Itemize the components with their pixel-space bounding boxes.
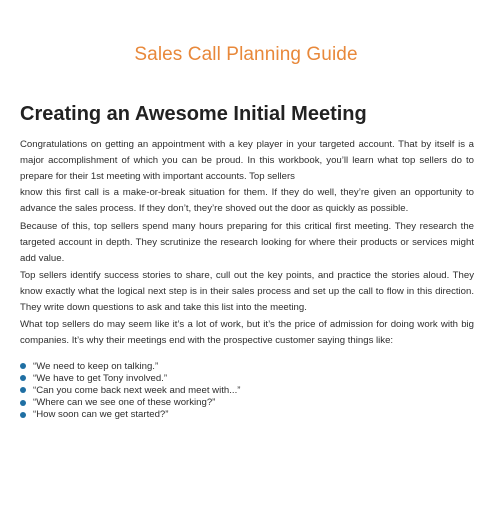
paragraph-preparation: Because of this, top sellers spend many hours preparing for this critical first meeting. They research the targeted account in depth. They scrutinize the research looking for where their products or services might add value. bbox=[20, 221, 474, 264]
list-item-text: “Can you come back next week and meet with...” bbox=[33, 384, 241, 396]
paragraph-success-stories: Top sellers identify success stories to share, cull out the key points, and practice the stories aloud. They know exactly what the logical next step is in their sales process and set up the call to flow in this direction. They write down questions to ask and take this list into the meeting. bbox=[20, 270, 474, 313]
list-item-text: “We need to keep on talking.” bbox=[33, 360, 159, 372]
list-item bbox=[20, 384, 240, 396]
list-item-text: “How soon can we get started?” bbox=[33, 409, 169, 421]
paragraph-first-call: know this first call is a make-or-break situation for them. If they do well, they’re given an opportunity to advance the sales process. If they don’t, they’re shoved out the door as quickly as possible. bbox=[20, 187, 474, 214]
list-item bbox=[20, 360, 240, 372]
guide-title: Sales Call Planning Guide bbox=[134, 44, 358, 65]
bullet-dot-icon bbox=[20, 387, 26, 393]
bullet-dot-icon bbox=[20, 400, 26, 406]
list-item bbox=[20, 397, 240, 409]
quote-list bbox=[20, 360, 240, 421]
bullet-dot-icon bbox=[20, 412, 26, 418]
paragraph-price-of-admission: What top sellers do may seem like it’s a lot of work, but it’s the price of admission for doing work with big companies. It’s why their meetings end with the prospective customer saying things like: bbox=[20, 319, 474, 346]
list-item-text: “Where can we see one of these working?” bbox=[33, 397, 216, 409]
section-heading: Creating an Awesome Initial Meeting bbox=[20, 103, 367, 125]
list-item-text: “We have to get Tony involved.” bbox=[33, 372, 168, 384]
paragraph-intro: Congratulations on getting an appointment with a key player in your targeted account. That by itself is a major accomplishment of which you can be proud. In this workbook, you’ll learn what top sellers do to prepare for their 1st meeting with important accounts. Top sellers bbox=[20, 139, 474, 182]
list-item bbox=[20, 372, 240, 384]
list-item bbox=[20, 409, 240, 421]
bullet-dot-icon bbox=[20, 375, 26, 381]
bullet-dot-icon bbox=[20, 363, 26, 369]
